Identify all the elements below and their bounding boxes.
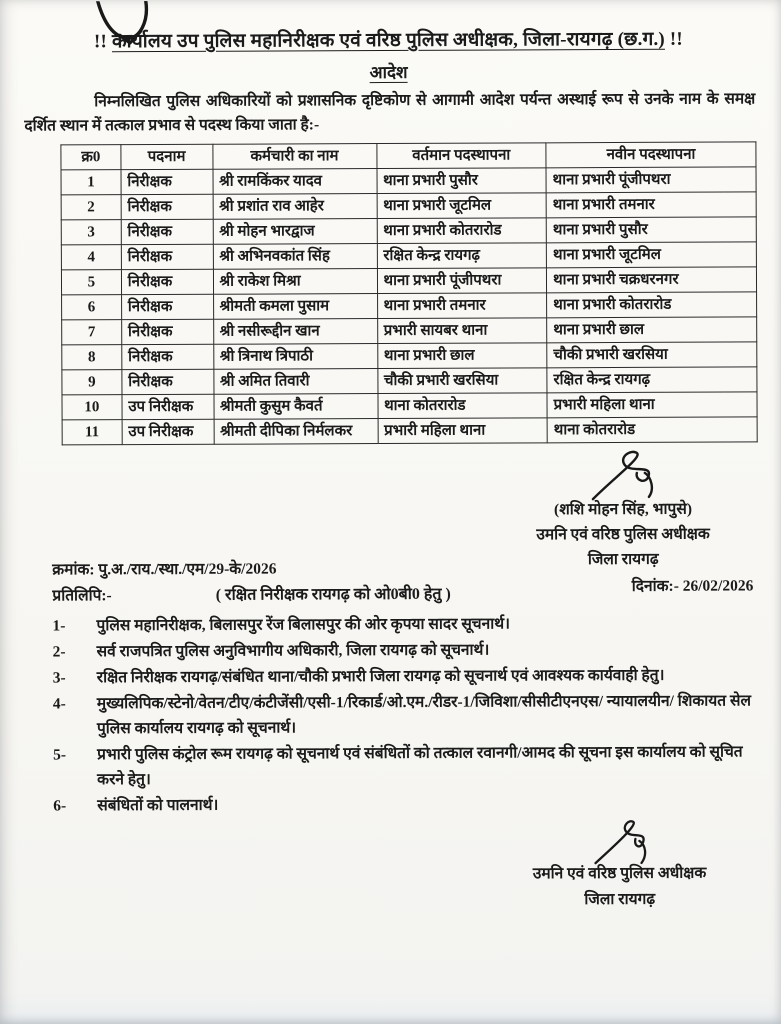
table-cell: निरीक्षक bbox=[121, 269, 213, 294]
table-cell: थाना कोतरारोड bbox=[547, 417, 757, 443]
table-cell: प्रभारी महिला थाना bbox=[378, 418, 548, 444]
table-cell: 10 bbox=[62, 395, 122, 420]
table-cell: थाना प्रभारी तमनार bbox=[546, 192, 756, 218]
copy-item-number: 2- bbox=[52, 643, 66, 661]
table-row bbox=[61, 192, 756, 220]
table-cell: श्रीमती कुसुम कैवर्त bbox=[213, 394, 377, 420]
table-cell: 5 bbox=[61, 270, 121, 295]
table-header-cell: पदनाम bbox=[121, 144, 213, 169]
table-cell: थाना प्रभारी छाल bbox=[547, 317, 757, 343]
table-cell: थाना प्रभारी कोतरारोड bbox=[377, 218, 547, 244]
table-cell: थाना प्रभारी पुसौर bbox=[546, 217, 756, 243]
table-cell: श्री मोहन भारद्वाज bbox=[213, 219, 377, 245]
table-cell: निरीक्षक bbox=[121, 194, 213, 219]
table-cell: निरीक्षक bbox=[122, 344, 214, 369]
table-cell: थाना प्रभारी जूटमिल bbox=[546, 242, 756, 268]
table-cell: श्रीमती कमला पुसाम bbox=[213, 294, 377, 320]
copy-item bbox=[52, 610, 764, 638]
table-cell: श्री अभिनवकांत सिंह bbox=[213, 244, 377, 270]
table-cell: निरीक्षक bbox=[121, 294, 213, 319]
copy-item bbox=[53, 688, 765, 741]
table-cell: 9 bbox=[62, 370, 122, 395]
table-header bbox=[61, 142, 756, 170]
signatory-designation: उमनि एवं वरिष्ठ पुलिस अधीक्षक bbox=[532, 864, 707, 883]
table-cell: 3 bbox=[61, 220, 121, 245]
table-cell: 11 bbox=[62, 420, 122, 445]
copy-item-text: प्रभारी पुलिस कंट्रोल रूम रायगढ़ को सूचनार्थ एवं संबंधितों को तत्काल रवानगी/आमद की सूचना इस कार्यालय को सूचित करने हेतु। bbox=[97, 743, 743, 789]
table-cell: प्रभारी सायबर थाना bbox=[377, 318, 547, 344]
table-cell: थाना प्रभारी तमनार bbox=[377, 293, 547, 319]
signatory-designation: उमनि एवं वरिष्ठ पुलिस अधीक्षक bbox=[536, 525, 710, 544]
table-cell: उप निरीक्षक bbox=[122, 394, 214, 419]
table-cell: श्री राकेश मिश्रा bbox=[213, 269, 377, 295]
table-cell: निरीक्षक bbox=[121, 319, 213, 344]
reference-number: क्रमांक: पु.अ./राय./स्था./एम/29-के/2026 bbox=[52, 560, 277, 579]
table-row bbox=[61, 217, 756, 245]
table-cell: थाना प्रभारी कोतरारोड bbox=[547, 292, 757, 318]
copy-item-number: 1- bbox=[52, 617, 66, 635]
handwritten-corner-mark-icon bbox=[94, 1, 164, 47]
table-row bbox=[62, 292, 757, 320]
table-cell: थाना प्रभारी पुसौर bbox=[377, 168, 547, 194]
table-cell: श्रीमती दीपिका निर्मलकर bbox=[214, 419, 378, 445]
signature-squiggle-icon bbox=[585, 447, 675, 503]
table-cell: श्री अमित तिवारी bbox=[213, 369, 377, 395]
copy-item-text: संबंधितों को पालनार्थ। bbox=[97, 796, 219, 815]
table-row bbox=[62, 367, 757, 395]
table-cell: 4 bbox=[61, 245, 121, 270]
reference-block bbox=[52, 555, 532, 609]
table-cell: थाना प्रभारी पूंजीपथरा bbox=[377, 268, 547, 294]
table-row bbox=[61, 242, 756, 270]
table-header-cell: कर्मचारी का नाम bbox=[212, 144, 376, 170]
signatory-district: जिला रायगढ़ bbox=[587, 550, 659, 569]
table-header-cell: क्र0 bbox=[61, 145, 121, 170]
table-cell: चौकी प्रभारी खरसिया bbox=[547, 342, 757, 368]
copy-item-text: सर्व राजपत्रित पुलिस अनुविभागीय अधिकारी, जिला रायगढ़ को सूचनार्थ। bbox=[96, 641, 490, 661]
table-cell: 2 bbox=[61, 195, 121, 220]
table-cell: रक्षित केन्द्र रायगढ़ bbox=[547, 367, 757, 393]
posting-order-table bbox=[60, 141, 757, 445]
table-cell: 7 bbox=[62, 320, 122, 345]
table-cell: उप निरीक्षक bbox=[122, 419, 214, 444]
copy-item bbox=[53, 790, 765, 818]
signature-squiggle-icon bbox=[589, 817, 669, 867]
table-cell: 8 bbox=[62, 345, 122, 370]
table-cell: थाना प्रभारी जूटमिल bbox=[377, 193, 547, 219]
title-prefix: !! bbox=[93, 31, 108, 53]
table-cell: निरीक्षक bbox=[121, 244, 213, 269]
copy-item bbox=[53, 636, 765, 664]
copy-item bbox=[53, 662, 765, 690]
copy-distribution-list bbox=[52, 610, 765, 819]
table-cell: चौकी प्रभारी खरसिया bbox=[377, 368, 547, 394]
copy-item-text: रक्षित निरीक्षक रायगढ़/संबंधित थाना/चौकी प्रभारी जिला रायगढ़ को सूचनार्थ एवं आवश्यक कार्यवाही हेतु। bbox=[96, 666, 665, 687]
copy-item-text: पुलिस महानिरीक्षक, बिलासपुर रेंज बिलासपुर की ओर कृपया सादर सूचनार्थ। bbox=[96, 615, 511, 635]
table-row bbox=[62, 317, 757, 345]
copy-item-number: 6- bbox=[53, 797, 67, 815]
copy-item bbox=[53, 739, 765, 792]
intro-paragraph: निम्नलिखित पुलिस अधिकारियों को प्रशासनिक दृष्टिकोण से आगामी आदेश पर्यन्त अस्थाई रूप से उनके नाम के समक्ष दर्शित स्थान में तत्काल प्रभाव से पदस्थ किया जाता है:- bbox=[24, 90, 756, 135]
table-cell: रक्षित केन्द्र रायगढ़ bbox=[377, 243, 547, 269]
table-cell: थाना प्रभारी चक्रधरनगर bbox=[547, 267, 757, 293]
table-cell: थाना कोतरारोड bbox=[377, 393, 547, 419]
table-row bbox=[62, 392, 757, 420]
title-main: कार्यालय उप पुलिस महानिरीक्षक एवं वरिष्ठ पुलिस अधीक्षक, जिला-रायगढ़ (छ.ग.) bbox=[111, 28, 665, 53]
table-cell: श्री प्रशांत राव आहेर bbox=[213, 194, 377, 220]
table-header-cell: नवीन पदस्थापना bbox=[546, 142, 756, 168]
copy-item-number: 5- bbox=[53, 746, 67, 764]
copy-label: प्रतिलिपि:- bbox=[52, 587, 112, 605]
table-row bbox=[61, 167, 756, 195]
table-cell: निरीक्षक bbox=[122, 369, 214, 394]
order-date: दिनांक:- 26/02/2026 bbox=[631, 577, 754, 595]
table-row bbox=[62, 342, 757, 370]
signatory-block-bottom bbox=[495, 860, 745, 913]
table-cell: 1 bbox=[61, 170, 121, 195]
table-cell: थाना प्रभारी पूंजीपथरा bbox=[546, 167, 756, 193]
copy-item-number: 4- bbox=[52, 695, 66, 713]
table-cell: निरीक्षक bbox=[121, 169, 213, 194]
table-header-row bbox=[61, 142, 756, 170]
table-cell: श्री नसीरूद्दीन खान bbox=[213, 319, 377, 345]
title-suffix: !! bbox=[669, 28, 683, 50]
signatory-district: जिला रायगढ़ bbox=[584, 890, 656, 909]
copy-item-number: 3- bbox=[52, 669, 66, 687]
copy-note: ( रक्षित निरीक्षक रायगढ़ को ओ0बी0 हेतु ) bbox=[215, 585, 451, 604]
table-row bbox=[61, 267, 756, 295]
table-cell: श्री त्रिनाथ त्रिपाठी bbox=[213, 344, 377, 370]
table-cell: श्री रामकिंकर यादव bbox=[213, 169, 377, 195]
table-header-cell: वर्तमान पदस्थापना bbox=[376, 143, 546, 169]
table-row bbox=[62, 417, 757, 445]
table-cell: निरीक्षक bbox=[121, 219, 213, 244]
order-heading: आदेश bbox=[369, 62, 408, 83]
table-cell: थाना प्रभारी छाल bbox=[377, 343, 547, 369]
table-cell: प्रभारी महिला थाना bbox=[547, 392, 757, 418]
signatory-name: (शशि मोहन सिंह, भापुसे) bbox=[553, 500, 692, 519]
order-table-body bbox=[61, 167, 757, 445]
copy-item-text: मुख्यलिपिक/स्टेनो/वेतन/टीए/कंटीजेंसी/एसी-1/रिकार्ड/ओ.एम./रीडर-1/जिविशा/सीसीटीएनएस/ न्यायालयीन/ शिकायत सेल पुलिस कार्यालय रायगढ़ को सूचनार्थ। bbox=[96, 692, 751, 738]
table-cell: 6 bbox=[62, 295, 122, 320]
